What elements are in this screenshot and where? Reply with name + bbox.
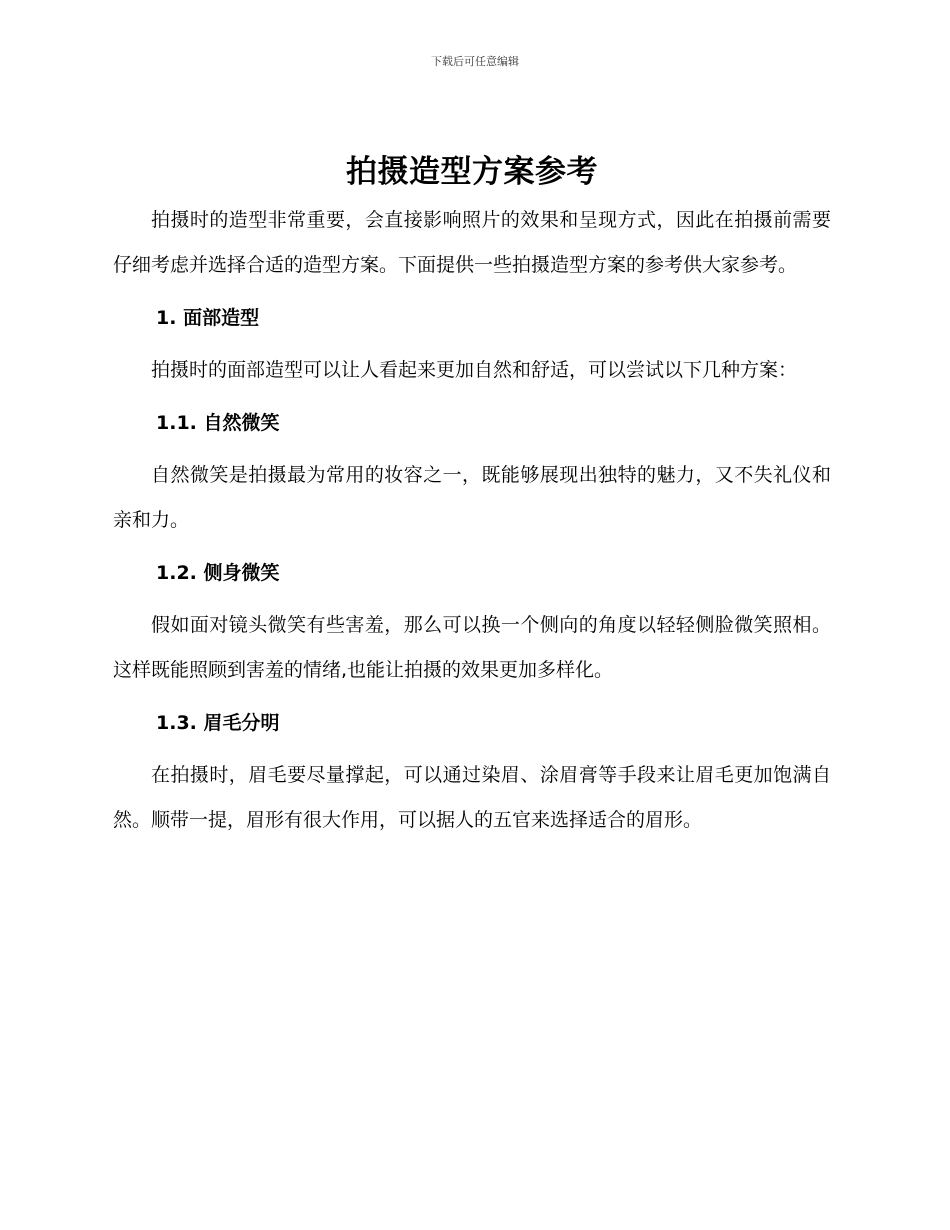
document-title: 拍摄造型方案参考 <box>346 154 598 190</box>
section-paragraph: 在拍摄时，眉毛要尽量撑起，可以通过染眉、涂眉膏等手段来让眉毛更加饱满自然。顺带一提，眉形有很大作用，可以据人的五官来选择适合的眉形。 <box>113 764 831 831</box>
section-title: 侧身微笑 <box>203 562 280 584</box>
section-paragraph: 假如面对镜头微笑有些害羞，那么可以换一个侧向的角度以轻轻侧脸微笑照相。这样既能照顾到害羞的情绪,也能让拍摄的效果更加多样化。 <box>113 614 831 681</box>
section-paragraph: 拍摄时的面部造型可以让人看起来更加自然和舒适，可以尝试以下几种方案： <box>151 359 798 381</box>
section-heading-side-smile <box>113 553 831 593</box>
section-title: 自然微笑 <box>203 412 280 434</box>
section-paragraph: 自然微笑是拍摄最为常用的妆容之一，既能够展现出独特的魅力，又不失礼仪和亲和力。 <box>113 464 831 531</box>
section-number: 1.3. <box>156 712 197 734</box>
section-heading-face-styling <box>113 298 831 338</box>
section-title: 面部造型 <box>183 307 260 329</box>
section-number: 1. <box>156 307 177 329</box>
page-header-note: 下载后可任意编辑 <box>431 55 519 68</box>
section-heading-defined-eyebrows <box>113 703 831 743</box>
section-heading-natural-smile <box>113 403 831 443</box>
intro-paragraph: 拍摄时的造型非常重要，会直接影响照片的效果和呈现方式，因此在拍摄前需要仔细考虑并选择合适的造型方案。下面提供一些拍摄造型方案的参考供大家参考。 <box>113 209 831 276</box>
document-body <box>113 150 831 843</box>
section-number: 1.2. <box>156 562 197 584</box>
section-title: 眉毛分明 <box>203 712 280 734</box>
section-number: 1.1. <box>156 412 197 434</box>
